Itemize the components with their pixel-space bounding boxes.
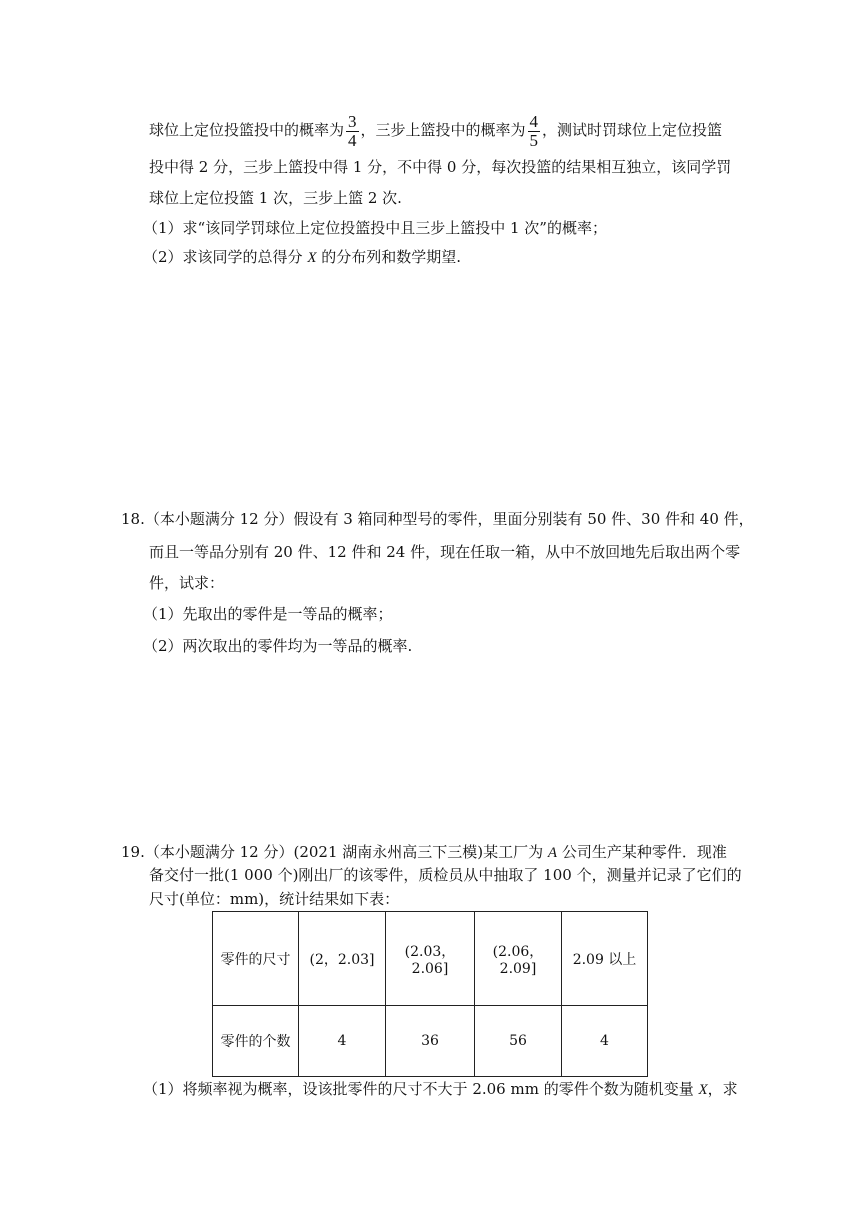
q18-line2: 而且一等品分别有 20 件、12 件和 24 件，现在任取一箱，从中不放回地先后取出两个零: [149, 543, 741, 561]
table-header-cell: (2.06，2.09]: [475, 912, 562, 1006]
table-header-cell: (2.03，2.06]: [386, 912, 475, 1006]
q17-line1: [149, 108, 722, 152]
fraction-three-quarters: [346, 113, 359, 150]
q18-sub2: （2）两次取出的零件均为一等品的概率.: [143, 637, 413, 655]
q17-line3: 球位上定位投篮 1 次，三步上篮 2 次.: [149, 189, 402, 207]
table-cell: 36: [386, 1006, 475, 1077]
q19-line1-text-b: 公司生产某种零件．现准: [557, 843, 727, 861]
q18-line1: 18.（本小题满分 12 分）假设有 3 箱同种型号的零件，里面分别装有 50 件、30 件和 40 件，: [121, 510, 754, 528]
table-header-cell: 2.09 以上: [562, 912, 648, 1006]
table-header-cell: (2，2.03]: [299, 912, 386, 1006]
q19-sub1: [143, 1079, 738, 1100]
q17-sub1: （1）求“该同学罚球位上定位投篮投中且三步上篮投中 1 次”的概率；: [143, 219, 607, 237]
q17-sub2-variable: X: [307, 250, 317, 266]
table-cell: 4: [299, 1006, 386, 1077]
q18-line3: 件，试求：: [149, 574, 225, 592]
table-cell: 56: [475, 1006, 562, 1077]
part-size-table: [212, 911, 648, 1077]
q19-sub1-text-a: （1）将频率视为概率，设该批零件的尺寸不大于 2.06 mm 的零件个数为随机变量: [143, 1080, 699, 1098]
q19-sub1-text-b: ，求: [707, 1080, 738, 1098]
table-header-cell: 零件的尺寸: [213, 912, 299, 1006]
q19-line1-text-a: 19.（本小题满分 12 分）(2021 湖南永州高三下三模)某工厂为: [121, 843, 548, 861]
table-cell: 4: [562, 1006, 648, 1077]
table-row: [213, 1006, 648, 1077]
q19-line2: 备交付一批(1 000 个)刚出厂的该零件，质检员从中抽取了 100 个，测量并记录了它们的: [149, 866, 742, 884]
q17-line1-text-b: ，三步上篮投中的概率为: [360, 121, 526, 139]
q17-line1-text-c: ，测试时罚球位上定位投篮: [542, 121, 723, 139]
frac1-denominator: 4: [348, 130, 357, 150]
q17-sub2-text-b: 的分布列和数学期望.: [316, 248, 462, 266]
table-row: [213, 912, 648, 1006]
q17-sub2: [143, 247, 461, 268]
table-cell: 零件的个数: [213, 1006, 299, 1077]
q19-sub1-variable: X: [698, 1082, 708, 1098]
q18-sub1: （1）先取出的零件是一等品的概率；: [143, 605, 393, 623]
q19-line1-variable: A: [547, 845, 558, 861]
frac2-denominator: 5: [529, 130, 539, 150]
fraction-four-fifths: [528, 113, 541, 150]
q17-sub2-text-a: （2）求该同学的总得分: [143, 248, 308, 266]
q19-line3: 尺寸(单位：mm)，统计结果如下表：: [149, 890, 400, 908]
q19-line1: [121, 842, 727, 863]
frac2-numerator: 4: [529, 111, 539, 131]
q17-line2: 投中得 2 分，三步上篮投中得 1 分，不中得 0 分，每次投篮的结果相互独立，该同学罚: [149, 158, 732, 176]
q17-line1-text-a: 球位上定位投篮投中的概率为: [149, 121, 345, 139]
frac1-numerator: 3: [348, 111, 357, 131]
